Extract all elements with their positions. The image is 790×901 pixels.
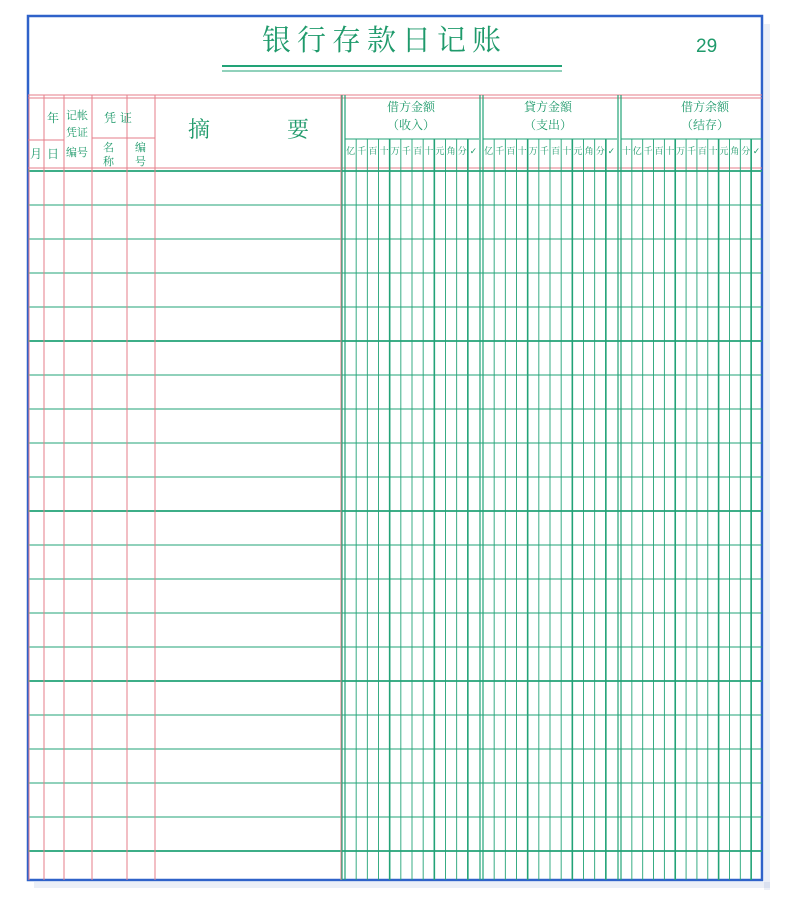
frame-shadow-bottom [34,882,770,888]
amount-unit-label: 百 [654,147,664,157]
amount-unit-label: 千 [401,147,411,157]
voucher-name-line1: 名 [103,141,114,154]
amount-unit-label: 百 [368,147,378,157]
amount-unit-label: 分 [595,147,605,157]
amount-unit-label: 角 [584,147,594,157]
credit-amount-subtitle: （支出） [523,118,572,132]
amount-unit-label: 百 [413,147,423,157]
journal-voucher-line2: 凭证 [66,126,88,139]
amount-unit-label: 十 [621,147,631,157]
amount-unit-label: 万 [676,147,686,157]
ledger-title: 银行存款日记账 [262,23,508,57]
amount-unit-label: 千 [643,147,653,157]
amount-unit-label: 百 [551,147,561,157]
amount-unit-label: 千 [539,147,549,157]
amount-unit-label: 元 [573,147,583,157]
page-number: 29 [696,36,718,57]
amount-unit-label: 角 [446,147,456,157]
amount-unit-label: 十 [708,147,718,157]
amount-unit-label: 元 [719,147,729,157]
amount-unit-label: 亿 [346,147,356,157]
amount-unit-label: 亿 [632,147,642,157]
amount-unit-label: 百 [697,147,707,157]
amount-unit-label: 万 [390,147,400,157]
amount-unit-label: 百 [506,147,516,157]
credit-amount-title: 貸方金額 [523,100,572,114]
amount-unit-label: 角 [730,147,740,157]
amount-unit-label: ✓ [607,147,616,157]
day-label: 日 [47,147,60,161]
amount-unit-label: 万 [528,147,538,157]
amount-unit-label: ✓ [752,147,761,157]
summary-label-char2: 要 [287,118,310,143]
amount-unit-label: 十 [665,147,675,157]
frame-shadow-right [764,24,770,890]
month-label: 月 [30,147,43,161]
voucher-label: 凭 证 [104,111,132,125]
balance-amount-subtitle: （结存） [680,118,729,132]
amount-unit-label: 十 [562,147,572,157]
amount-unit-label: 十 [379,147,389,157]
amount-unit-label: ✓ [469,147,478,157]
journal-voucher-line1: 记帐 [66,109,88,122]
voucher-name-line2: 称 [103,155,114,168]
voucher-number-line1: 编 [135,141,146,154]
amount-unit-label: 分 [741,147,751,157]
amount-unit-label: 元 [435,147,445,157]
journal-voucher-line3: 编号 [66,146,88,159]
amount-unit-label: 千 [686,147,696,157]
year-label: 年 [47,111,60,125]
amount-unit-label: 千 [357,147,367,157]
amount-unit-label: 千 [495,147,505,157]
debit-amount-subtitle: （收入） [386,118,435,132]
amount-unit-label: 十 [517,147,527,157]
amount-unit-label: 亿 [484,147,494,157]
voucher-number-line2: 号 [135,155,146,168]
balance-amount-title: 借方余额 [680,100,729,114]
summary-label-char1: 摘 [188,118,211,143]
debit-amount-title: 借方金额 [386,100,435,114]
amount-unit-label: 十 [424,147,434,157]
amount-unit-label: 分 [457,147,467,157]
